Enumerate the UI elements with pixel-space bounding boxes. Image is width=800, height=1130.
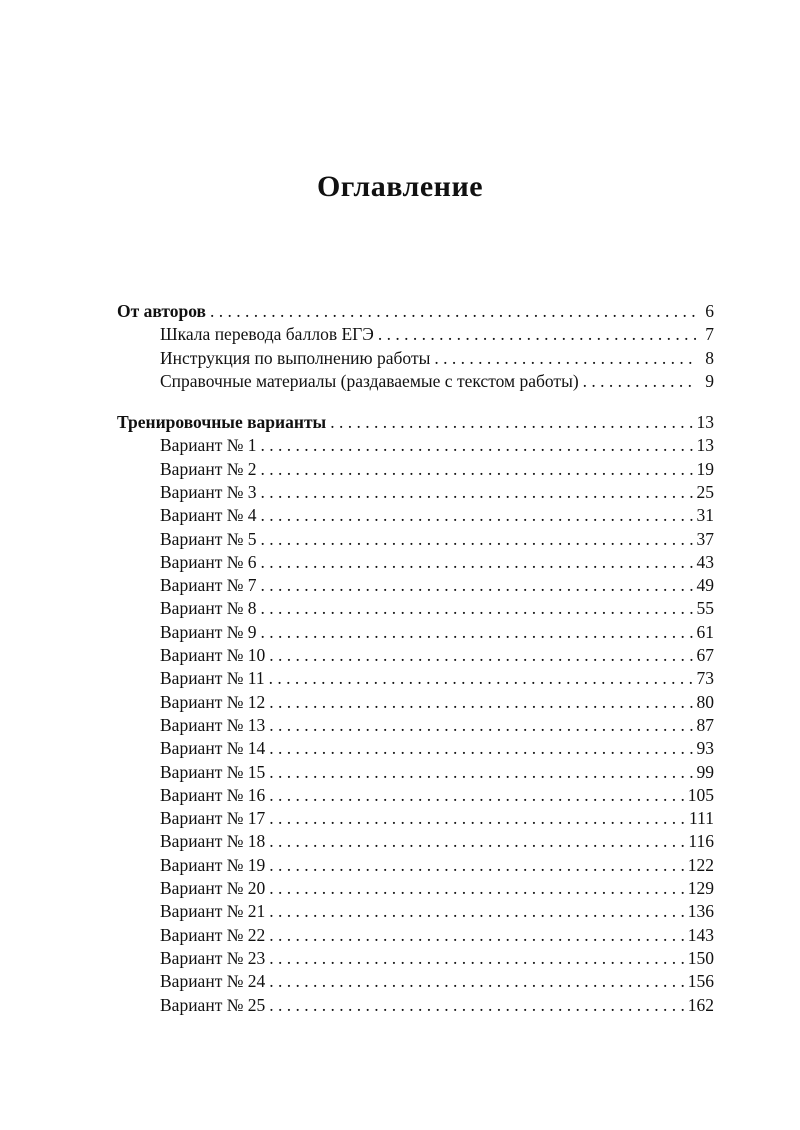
- toc-page-number: 31: [696, 505, 714, 526]
- toc-entry-label: Вариант № 3: [160, 481, 257, 502]
- toc-page-number: 13: [696, 412, 714, 432]
- toc-item[interactable]: [160, 551, 714, 574]
- toc-item[interactable]: [160, 644, 714, 667]
- toc-item[interactable]: [160, 761, 714, 784]
- toc-page-number: 99: [696, 761, 714, 782]
- toc-page-number: 136: [687, 901, 714, 922]
- toc-page-number: 67: [696, 645, 714, 665]
- dot-leader: [269, 830, 684, 853]
- toc-entry-label: Вариант № 14: [160, 738, 266, 759]
- toc-entry-label: Тренировочные варианты: [117, 412, 327, 432]
- dot-leader: [261, 574, 693, 597]
- dot-leader: [434, 347, 696, 370]
- dot-leader: [269, 947, 683, 970]
- toc-page-number: 49: [696, 575, 714, 596]
- dot-leader: [269, 737, 692, 760]
- toc-entry-label: Вариант № 11: [160, 668, 265, 689]
- toc-item[interactable]: [160, 900, 714, 923]
- toc-entry-label: Вариант № 20: [160, 878, 266, 898]
- dot-leader: [269, 924, 683, 947]
- toc-item[interactable]: [160, 737, 714, 760]
- toc-item[interactable]: [160, 458, 714, 481]
- dot-leader: [330, 411, 692, 434]
- toc-item[interactable]: [160, 574, 714, 597]
- toc-page-number: 105: [687, 784, 714, 805]
- toc-section[interactable]: [117, 411, 714, 434]
- toc-entry-label: Вариант № 6: [160, 551, 257, 572]
- dot-leader: [261, 458, 693, 481]
- toc-entry-label: Вариант № 9: [160, 621, 257, 642]
- toc-entry-label: Шкала перевода баллов ЕГЭ: [160, 324, 374, 345]
- toc-page-number: 150: [687, 947, 714, 968]
- toc-item[interactable]: [160, 528, 714, 551]
- toc-page-number: 7: [705, 324, 714, 345]
- dot-leader: [261, 551, 693, 574]
- toc-entry-label: Вариант № 2: [160, 458, 257, 479]
- dot-leader: [261, 621, 693, 644]
- toc-page-number: 6: [705, 301, 714, 321]
- toc-page-number: 55: [696, 598, 714, 619]
- toc-entry-label: Вариант № 18: [160, 831, 266, 852]
- dot-leader: [269, 807, 685, 830]
- dot-leader: [269, 691, 692, 714]
- dot-leader: [583, 370, 696, 393]
- toc-entry-label: Вариант № 22: [160, 924, 266, 945]
- toc-entry-label: Вариант № 12: [160, 691, 266, 712]
- toc-item[interactable]: [160, 830, 714, 853]
- toc-item[interactable]: [160, 924, 714, 947]
- toc-page-number: 37: [696, 528, 714, 549]
- toc-entry-label: Вариант № 5: [160, 528, 257, 549]
- toc-entry-label: Вариант № 16: [160, 784, 266, 805]
- dot-leader: [269, 667, 693, 690]
- toc-page-number: 129: [687, 878, 714, 898]
- toc-page-number: 19: [696, 458, 714, 479]
- dot-leader: [269, 784, 683, 807]
- dot-leader: [269, 854, 683, 877]
- toc-page-number: 43: [696, 551, 714, 572]
- dot-leader: [210, 300, 696, 323]
- toc-item[interactable]: [160, 481, 714, 504]
- dot-leader: [269, 970, 683, 993]
- toc-entry-label: Вариант № 1: [160, 435, 257, 456]
- toc-item[interactable]: [160, 504, 714, 527]
- toc-item[interactable]: [160, 784, 714, 807]
- toc-page-number: 61: [696, 621, 714, 642]
- toc-page-number: 111: [689, 808, 714, 829]
- dot-leader: [261, 434, 693, 457]
- toc-page-number: 116: [688, 831, 714, 852]
- toc-entry-label: Вариант № 21: [160, 901, 266, 922]
- dot-leader: [269, 900, 683, 923]
- toc-entry-label: Вариант № 8: [160, 598, 257, 619]
- toc-page-number: 156: [687, 971, 714, 992]
- toc-page-number: 8: [705, 347, 714, 368]
- toc-item[interactable]: [160, 323, 714, 346]
- toc-page-number: 122: [687, 854, 714, 875]
- toc-item[interactable]: [160, 854, 714, 877]
- dot-leader: [261, 481, 693, 504]
- toc-item[interactable]: [160, 947, 714, 970]
- toc-page-number: 87: [696, 714, 714, 735]
- toc-item[interactable]: [160, 370, 714, 393]
- toc-item[interactable]: [160, 807, 714, 830]
- dot-leader: [261, 504, 693, 527]
- dot-leader: [269, 877, 683, 900]
- toc-page-number: 162: [687, 994, 714, 1015]
- toc-entry-label: Вариант № 10: [160, 645, 266, 665]
- toc-item[interactable]: [160, 970, 714, 993]
- toc-entry-label: От авторов: [117, 301, 206, 321]
- toc-entry-label: Инструкция по выполнению работы: [160, 347, 431, 368]
- toc-page-number: 13: [696, 435, 714, 456]
- toc-page-number: 25: [696, 481, 714, 502]
- dot-leader: [261, 597, 693, 620]
- toc-entry-label: Справочные материалы (раздаваемые с текстом работы): [160, 370, 579, 391]
- toc-page-number: 93: [696, 738, 714, 759]
- toc-section[interactable]: [117, 300, 714, 323]
- toc-entry-label: Вариант № 25: [160, 994, 266, 1015]
- toc-entry-label: Вариант № 15: [160, 761, 266, 782]
- dot-leader: [378, 323, 696, 346]
- dot-leader: [269, 714, 692, 737]
- toc-entry-label: Вариант № 24: [160, 971, 266, 992]
- toc-item[interactable]: [160, 347, 714, 370]
- toc-item[interactable]: [160, 714, 714, 737]
- toc-entry-label: Вариант № 4: [160, 505, 257, 526]
- toc-entry-label: Вариант № 17: [160, 808, 266, 829]
- toc-item[interactable]: [160, 621, 714, 644]
- dot-leader: [261, 528, 693, 551]
- toc-entry-label: Вариант № 7: [160, 575, 257, 596]
- toc-item[interactable]: [160, 691, 714, 714]
- dot-leader: [269, 761, 692, 784]
- toc-page-number: 9: [705, 370, 714, 391]
- page-title: Оглавление: [316, 170, 484, 203]
- toc-entry-label: Вариант № 13: [160, 714, 266, 735]
- toc-item[interactable]: [160, 877, 714, 900]
- toc-page-number: 143: [687, 924, 714, 945]
- toc-page-number: 73: [696, 668, 714, 689]
- toc-entry-label: Вариант № 23: [160, 947, 266, 968]
- toc-item[interactable]: [160, 667, 714, 690]
- toc-item[interactable]: [160, 434, 714, 457]
- toc-entry-label: Вариант № 19: [160, 854, 266, 875]
- toc-item[interactable]: [160, 994, 714, 1017]
- dot-leader: [269, 994, 683, 1017]
- toc-item[interactable]: [160, 597, 714, 620]
- toc-page-number: 80: [696, 691, 714, 712]
- dot-leader: [269, 644, 692, 667]
